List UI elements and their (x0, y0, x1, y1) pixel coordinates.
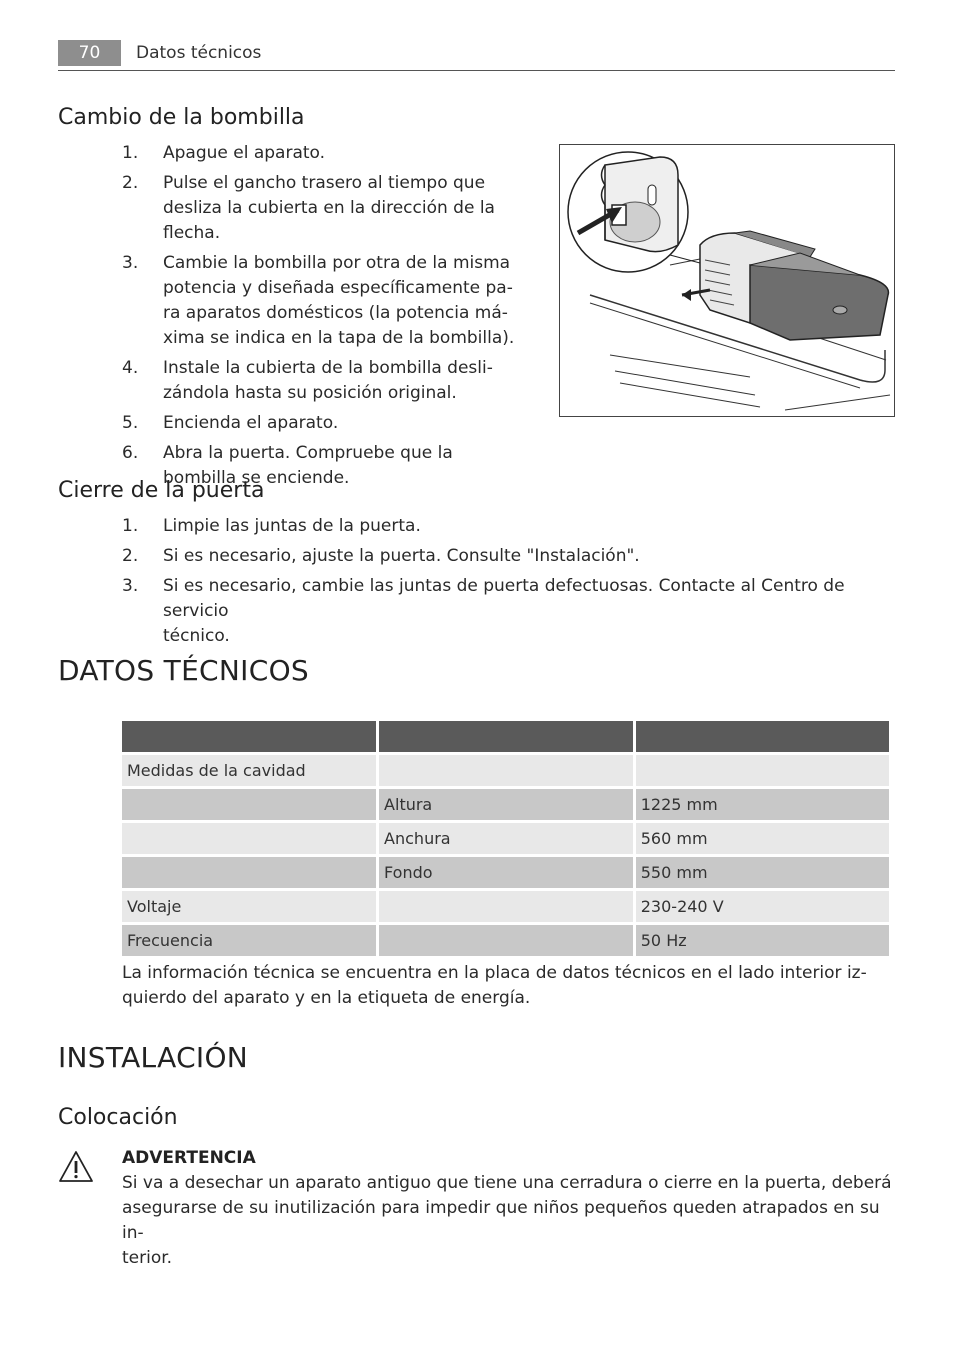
table-row (122, 891, 889, 922)
list-item-line: potencia y diseñada específicamente pa- (163, 278, 513, 298)
page-number: 70 (58, 40, 121, 66)
warning-triangle-icon (58, 1150, 94, 1184)
table-cell: 550 mm (636, 857, 889, 888)
bulb-cover-illustration (559, 144, 895, 417)
list-item-line: zándola hasta su posición original. (163, 383, 457, 403)
table-cell: 50 Hz (636, 925, 889, 956)
list-item-number: 2. (122, 173, 139, 193)
list-item (122, 251, 522, 351)
table-row (122, 789, 889, 820)
list-item-line: ra aparatos domésticos (la potencia má- (163, 303, 508, 323)
warning-title: ADVERTENCIA (122, 1148, 256, 1168)
table-cell: Fondo (379, 857, 633, 888)
list-item (122, 171, 522, 246)
list-item-number: 3. (122, 576, 139, 596)
list-item (122, 544, 895, 569)
list-item-number: 1. (122, 516, 139, 536)
list-item (122, 574, 895, 649)
table-row (122, 823, 889, 854)
bulb-steps-list (122, 141, 522, 496)
list-item-number: 2. (122, 546, 139, 566)
table-cell: Altura (379, 789, 633, 820)
header-title: Datos técnicos (136, 43, 262, 63)
table-cell: Medidas de la cavidad (122, 755, 376, 786)
table-cell (379, 755, 633, 786)
table-cell (379, 925, 633, 956)
warning-line: asegurarse de su inutilización para impedir que niños pequeños queden atrapados en su in- (122, 1198, 880, 1243)
table-cell: 1225 mm (636, 789, 889, 820)
table-cell (379, 891, 633, 922)
tech-data-heading: DATOS TÉCNICOS (58, 654, 309, 687)
list-item-line: Pulse el gancho trasero al tiempo que (163, 173, 486, 193)
door-steps-list (122, 514, 895, 654)
list-item (122, 411, 522, 436)
list-item (122, 141, 522, 166)
table-row (122, 857, 889, 888)
list-item (122, 356, 522, 406)
list-item-line: Si es necesario, ajuste la puerta. Consulte "Instalación". (163, 546, 640, 566)
tech-data-note (122, 961, 895, 1011)
installation-heading: INSTALACIÓN (58, 1041, 249, 1074)
table-row (122, 755, 889, 786)
table-cell: Frecuencia (122, 925, 376, 956)
list-item-line: xima se indica en la tapa de la bombilla). (163, 328, 515, 348)
lamp-cover-drawing (560, 145, 895, 417)
warning-line: terior. (122, 1248, 173, 1268)
note-line: quierdo del aparato y en la etiqueta de energía. (122, 988, 531, 1008)
list-item-number: 6. (122, 443, 139, 463)
tech-data-table (119, 718, 892, 959)
table-cell: Voltaje (122, 891, 376, 922)
page-header (58, 38, 895, 71)
table-cell (122, 789, 376, 820)
list-item-line: flecha. (163, 223, 221, 243)
list-item-line: Apague el aparato. (163, 143, 326, 163)
list-item-line: Encienda el aparato. (163, 413, 339, 433)
table-cell (122, 823, 376, 854)
table-cell: 560 mm (636, 823, 889, 854)
note-line: La información técnica se encuentra en la placa de datos técnicos en el lado interior iz- (122, 963, 867, 983)
bulb-section-title: Cambio de la bombilla (58, 105, 305, 130)
list-item-number: 4. (122, 358, 139, 378)
table-cell (122, 857, 376, 888)
list-item-number: 5. (122, 413, 139, 433)
warning-text (122, 1171, 895, 1271)
table-cell: 230-240 V (636, 891, 889, 922)
list-item-line: Si es necesario, cambie las juntas de puerta defectuosas. Contacte al Centro de servicio (163, 576, 845, 621)
list-item-number: 1. (122, 143, 139, 163)
door-section-title: Cierre de la puerta (58, 478, 265, 503)
table-header-row (122, 721, 889, 752)
table-cell: Anchura (379, 823, 633, 854)
list-item-line: desliza la cubierta en la dirección de la (163, 198, 495, 218)
table-header-cell (636, 721, 889, 752)
warning-line: Si va a desechar un aparato antiguo que tiene una cerradura o cierre en la puerta, deberá (122, 1173, 892, 1193)
list-item-line: Instale la cubierta de la bombilla desli- (163, 358, 493, 378)
list-item-line: Abra la puerta. Compruebe que la bombilla se enciende. (163, 443, 453, 488)
list-item-line: técnico. (163, 626, 230, 646)
table-cell (636, 755, 889, 786)
list-item (122, 514, 895, 539)
list-item-line: Cambie la bombilla por otra de la misma (163, 253, 511, 273)
list-item-number: 3. (122, 253, 139, 273)
list-item-line: Limpie las juntas de la puerta. (163, 516, 421, 536)
table-row (122, 925, 889, 956)
table-header-cell (379, 721, 633, 752)
table-header-cell (122, 721, 376, 752)
placement-subheading: Colocación (58, 1105, 178, 1130)
